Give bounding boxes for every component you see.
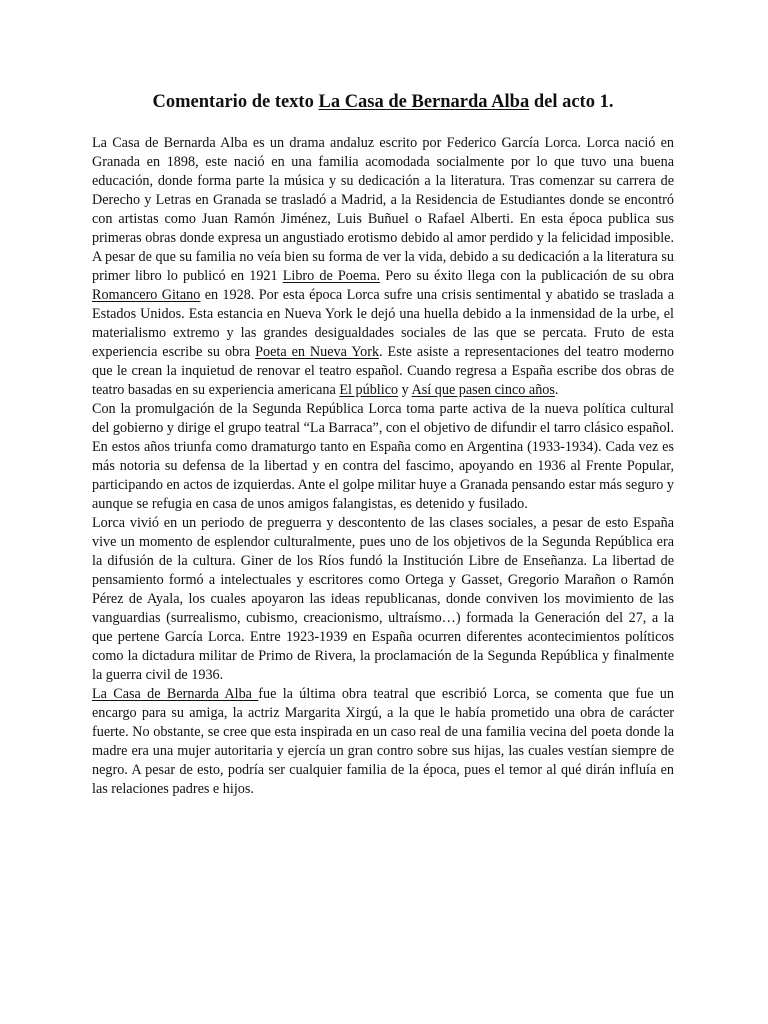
document-page	[92, 0, 674, 799]
paragraph-la-casa	[92, 685, 674, 799]
paragraph-text: fue la última obra teatral que escribió Lorca, se comenta que fue un encargo para su amiga, la actriz Margarita Xirgú, a la que le había prometido una obra de carácter fuerte. No obstante, se cree que esta inspirada en un caso real de una familia vecina del poeta donde la madre era una mujer autoritaria y ejercía un gran contro sobre sus hijas, las cuales vestían siempre de negro. A pesar de esto, podría ser cualquier familia de la época, pues el temor al qué dirán influía en las relaciones padres e hijos.	[92, 686, 674, 797]
paragraph-context: Lorca vivió en un periodo de preguerra y descontento de las clases sociales, a pesar de esto España vive un momento de esplendor culturalmente, pues uno de los objetivos de la Segunda República era la difusión de la cultura. Giner de los Ríos fundó la Institución Libre de Enseñanza. La libertad de pensamiento formó a intelectuales y escritores como Ortega y Gasset, Gregorio Marañon o Ramón Pérez de Ayala, los cuales apoyaron las ideas republicanas, donde conviven los movimiento de las vanguardias (surrealismo, cubismo, creacionismo, ultraísmo…) formada la Generación del 27, a la que pertene García Lorca. Entre 1923-1939 en España ocurren diferentes acontecimientos políticos como la dictadura militar de Primo de Rivera, la proclamación de la Segunda República y finalmente la guerra civil de 1936.	[92, 515, 674, 683]
work-title-romancero-gitano: Romancero Gitano	[92, 287, 201, 303]
work-title-libro-de-poema: Libro de Poema.	[282, 268, 381, 284]
work-title-poeta-en-nueva-york: Poeta en Nueva York	[255, 344, 380, 360]
paragraph-text: La Casa de Bernarda Alba es un drama andaluz escrito por Federico García Lorca. Lorca nació en Granada en 1898, este nació en una familia acomodada socialmente por lo que tuvo una buena educación, donde forma parte la música y su dedicación a la literatura. Tras comenzar su carrera de Derecho y Letras en Granada se trasladó a Madrid, a la Residencia de Estudiantes donde se encontró con artistas como Juan Ramón Jiménez, Luis Buñuel o Rafael Alberti. En esta época publica sus primeras obras donde expresa un angustiado erotismo debido al amor perdido y la felicidad imposible. A pesar de que su familia no veía bien su forma de ver la vida, debido a su dedicación a la literatura su primer libro lo publicó en 1921	[92, 135, 674, 284]
paragraph-text: . Este asiste a representaciones del teatro moderno que le crean la inquietud de renovar el teatro español. Cuando regresa a España escribe dos obras de teatro basadas en su experiencia americana	[92, 344, 674, 398]
paragraph-segunda-republica: Con la promulgación de la Segunda República Lorca toma parte activa de la nueva política cultural del gobierno y dirige el grupo teatral “La Barraca”, con el objetivo de difundir el tarro clásico español. En estos años triunfa como dramaturgo tanto en España como en Argentina (1933-1934). Cada vez es más notoria su defensa de la libertad y en contra del fascimo, apoyando en 1936 al Frente Popular, participando en actos de izquierdas. Ante el golpe militar huye a Granada pensando estar más seguro y aunque se refugia en casa de unos amigos falangistas, es detenido y fusilado.	[92, 401, 674, 512]
document-body	[92, 134, 674, 799]
work-title-la-casa-de-bernarda-alba: La Casa de Bernarda Alba	[92, 686, 259, 702]
paragraph-text: en 1928. Por esta época Lorca sufre una crisis sentimental y abatido se traslada a Estados Unidos. Esta estancia en Nueva York le dejó una huella debido a la inmensidad de la urbe, el materialismo extremo y las grandes desigualdades sociales de las que se percata. Fruto de esta experiencia escribe su obra	[92, 287, 675, 360]
work-title-asi-que-pasen-cinco-anos: Así que pasen cinco años	[411, 382, 555, 398]
title-work-name: La Casa de Bernarda Alba	[318, 92, 530, 112]
title-suffix: del acto 1.	[529, 92, 614, 112]
paragraph-text: y	[398, 382, 412, 398]
title-prefix: Comentario de texto	[152, 92, 319, 112]
paragraph-biography	[92, 134, 674, 400]
work-title-el-publico: El público	[339, 382, 399, 398]
paragraph-text: .	[554, 382, 559, 398]
document-title	[92, 91, 674, 113]
paragraph-text: Pero su éxito llega con la publicación de su obra	[380, 268, 674, 284]
